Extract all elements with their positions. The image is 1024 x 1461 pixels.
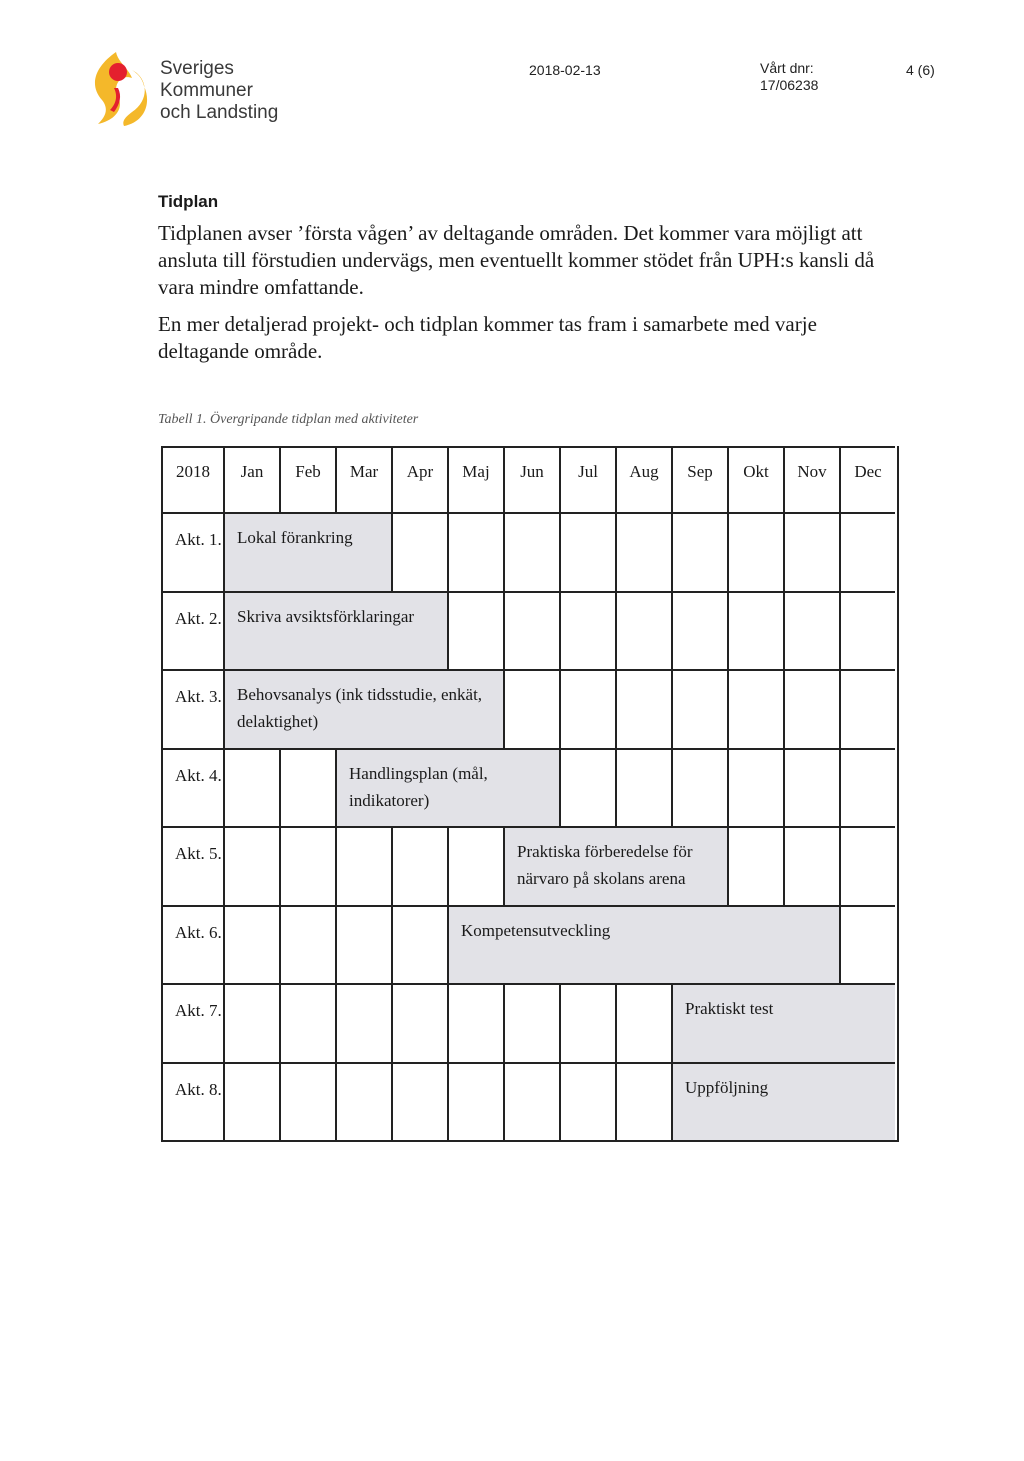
empty-month-cell xyxy=(391,905,447,984)
activity-label: Akt. 1. xyxy=(161,512,223,591)
empty-month-cell xyxy=(447,983,503,1062)
empty-month-cell xyxy=(615,748,671,827)
reference-label: Vårt dnr: xyxy=(760,60,814,76)
reference-number xyxy=(760,60,818,94)
empty-month-cell xyxy=(615,669,671,748)
activity-bar: Kompetensutveckling xyxy=(447,905,839,984)
empty-month-cell xyxy=(391,983,447,1062)
page-number: 4 (6) xyxy=(906,62,935,78)
empty-month-cell xyxy=(671,669,727,748)
activity-bar: Lokal förankring xyxy=(223,512,391,591)
empty-month-cell xyxy=(559,591,615,670)
org-name-line-3: och Landsting xyxy=(160,102,279,123)
month-header-dec: Dec xyxy=(839,446,895,512)
empty-month-cell xyxy=(447,591,503,670)
empty-month-cell xyxy=(279,1062,335,1141)
empty-month-cell xyxy=(279,748,335,827)
empty-month-cell xyxy=(727,826,783,905)
empty-month-cell xyxy=(839,748,895,827)
empty-month-cell xyxy=(783,826,839,905)
empty-month-cell xyxy=(615,512,671,591)
org-name-line-2: Kommuner xyxy=(160,80,253,101)
empty-month-cell xyxy=(727,748,783,827)
empty-month-cell xyxy=(783,512,839,591)
month-header-sep: Sep xyxy=(671,446,727,512)
empty-month-cell xyxy=(783,591,839,670)
empty-month-cell xyxy=(727,512,783,591)
logo-flame-icon xyxy=(88,48,150,128)
empty-month-cell xyxy=(447,512,503,591)
activity-label: Akt. 7. xyxy=(161,983,223,1062)
empty-month-cell xyxy=(671,748,727,827)
activity-label: Akt. 4. xyxy=(161,748,223,827)
empty-month-cell xyxy=(503,669,559,748)
empty-month-cell xyxy=(223,826,279,905)
empty-month-cell xyxy=(279,983,335,1062)
empty-month-cell xyxy=(223,1062,279,1141)
org-name xyxy=(160,58,278,124)
empty-month-cell xyxy=(335,983,391,1062)
month-header-feb: Feb xyxy=(279,446,335,512)
month-header-nov: Nov xyxy=(783,446,839,512)
activity-bar: Handlingsplan (mål, indikatorer) xyxy=(335,748,559,827)
empty-month-cell xyxy=(335,905,391,984)
empty-month-cell xyxy=(223,905,279,984)
paragraph-2: En mer detaljerad projekt- och tidplan kommer tas fram i samarbete med varje deltagande område. xyxy=(158,312,817,363)
document-date: 2018-02-13 xyxy=(529,62,601,78)
empty-month-cell xyxy=(727,669,783,748)
year-header: 2018 xyxy=(161,446,223,512)
empty-month-cell xyxy=(279,905,335,984)
empty-month-cell xyxy=(391,1062,447,1141)
section-title: Tidplan xyxy=(158,192,219,211)
month-header-jan: Jan xyxy=(223,446,279,512)
timeline-table xyxy=(161,446,899,1142)
empty-month-cell xyxy=(503,512,559,591)
empty-month-cell xyxy=(559,748,615,827)
month-header-mar: Mar xyxy=(335,446,391,512)
paragraph-1: Tidplanen avser ’första vågen’ av deltagande områden. Det kommer vara möjligt att ansluta till förstudien undervägs, men eventuellt kommer stödet från UPH:s kansli då vara mindre omfattande. xyxy=(158,221,875,299)
empty-month-cell xyxy=(559,1062,615,1141)
empty-month-cell xyxy=(839,591,895,670)
empty-month-cell xyxy=(447,826,503,905)
org-name-line-1: Sveriges xyxy=(160,58,234,79)
empty-month-cell xyxy=(559,512,615,591)
activity-label: Akt. 6. xyxy=(161,905,223,984)
empty-month-cell xyxy=(223,983,279,1062)
empty-month-cell xyxy=(391,512,447,591)
activity-bar: Behovsanalys (ink tidsstudie, enkät, delaktighet) xyxy=(223,669,503,748)
empty-month-cell xyxy=(503,591,559,670)
empty-month-cell xyxy=(615,1062,671,1141)
empty-month-cell xyxy=(503,1062,559,1141)
org-logo xyxy=(88,48,288,128)
month-header-okt: Okt xyxy=(727,446,783,512)
empty-month-cell xyxy=(839,826,895,905)
activity-label: Akt. 5. xyxy=(161,826,223,905)
empty-month-cell xyxy=(559,983,615,1062)
empty-month-cell xyxy=(559,669,615,748)
activity-bar: Uppföljning xyxy=(671,1062,895,1141)
empty-month-cell xyxy=(839,905,895,984)
empty-month-cell xyxy=(783,748,839,827)
empty-month-cell xyxy=(839,512,895,591)
activity-label: Akt. 3. xyxy=(161,669,223,748)
empty-month-cell xyxy=(279,826,335,905)
activity-label: Akt. 2. xyxy=(161,591,223,670)
month-header-apr: Apr xyxy=(391,446,447,512)
month-header-maj: Maj xyxy=(447,446,503,512)
activity-bar: Praktiskt test xyxy=(671,983,895,1062)
empty-month-cell xyxy=(783,669,839,748)
empty-month-cell xyxy=(727,591,783,670)
activity-label: Akt. 8. xyxy=(161,1062,223,1141)
empty-month-cell xyxy=(839,669,895,748)
activity-bar: Praktiska förberedelse för närvaro på skolans arena xyxy=(503,826,727,905)
reference-value: 17/06238 xyxy=(760,77,819,93)
table-caption: Tabell 1. Övergripande tidplan med aktiviteter xyxy=(158,412,419,427)
empty-month-cell xyxy=(335,1062,391,1141)
empty-month-cell xyxy=(503,983,559,1062)
activity-bar: Skriva avsiktsförklaringar xyxy=(223,591,447,670)
empty-month-cell xyxy=(615,983,671,1062)
month-header-jul: Jul xyxy=(559,446,615,512)
month-header-aug: Aug xyxy=(615,446,671,512)
empty-month-cell xyxy=(447,1062,503,1141)
empty-month-cell xyxy=(335,826,391,905)
empty-month-cell xyxy=(671,591,727,670)
month-header-jun: Jun xyxy=(503,446,559,512)
empty-month-cell xyxy=(671,512,727,591)
empty-month-cell xyxy=(223,748,279,827)
empty-month-cell xyxy=(615,591,671,670)
empty-month-cell xyxy=(391,826,447,905)
